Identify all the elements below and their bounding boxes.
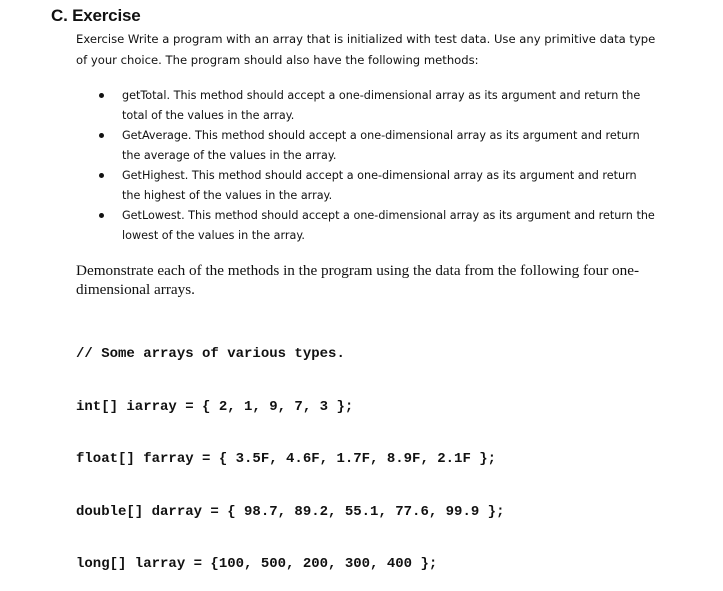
code-line-double-array: double[] darray = { 98.7, 89.2, 55.1, 77.6, 99.9 };	[76, 503, 505, 520]
bullet-icon	[99, 173, 104, 178]
method-text: GetHighest. This method should accept a one-dimensional array as its argument and return the highest of the values in the array.	[122, 169, 637, 202]
bullet-icon	[99, 93, 104, 98]
method-text: GetAverage. This method should accept a one-dimensional array as its argument and return the average of the values in the array.	[122, 129, 640, 162]
method-item-get-total	[96, 86, 656, 126]
bullet-icon	[99, 133, 104, 138]
bullet-icon	[99, 213, 104, 218]
method-text: getTotal. This method should accept a one-dimensional array as its argument and return the total of the values in the array.	[122, 89, 641, 122]
method-item-get-highest	[96, 166, 656, 206]
demo-paragraph: Demonstrate each of the methods in the program using the data from the following four one-dimensional arrays.	[76, 262, 640, 298]
method-text: GetLowest. This method should accept a one-dimensional array as its argument and return the lowest of the values in the array.	[122, 209, 655, 242]
code-line-float-array: float[] farray = { 3.5F, 4.6F, 1.7F, 8.9F, 2.1F };	[76, 451, 497, 467]
code-line-int-array: int[] iarray = { 2, 1, 9, 7, 3 };	[76, 398, 354, 415]
code-block	[76, 311, 504, 591]
methods-list	[96, 86, 656, 246]
method-item-get-lowest	[96, 206, 656, 246]
code-line-long-array: long[] larray = {100, 500, 200, 300, 400 };	[76, 556, 438, 572]
section-heading: C. Exercise	[51, 6, 141, 25]
code-line-comment: // Some arrays of various types.	[76, 346, 345, 362]
method-item-get-average	[96, 126, 656, 166]
exercise-intro: Exercise Write a program with an array that is initialized with test data. Use any primitive data type of your choice. The program should also have the following methods:	[76, 32, 656, 67]
